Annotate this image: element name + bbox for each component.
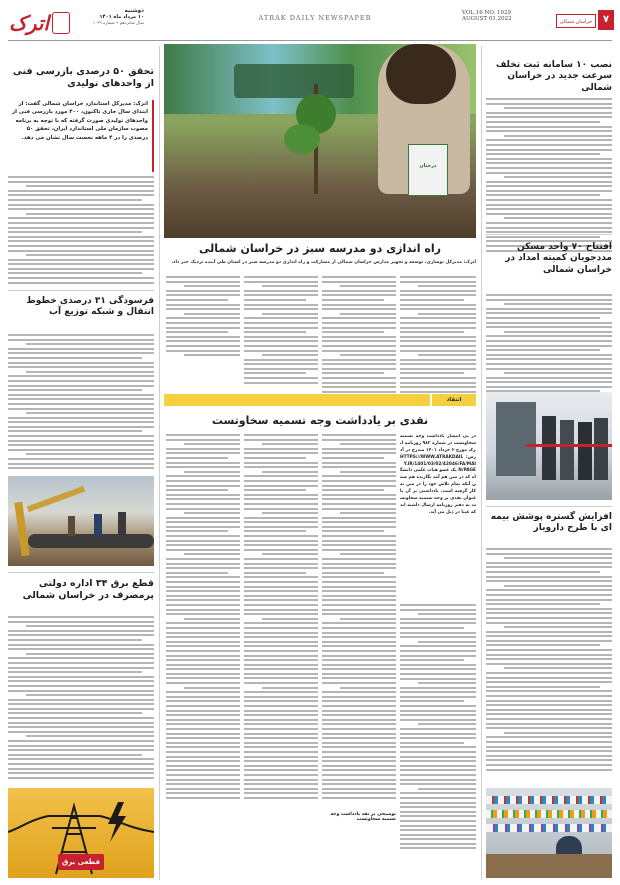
- right-column: [486, 44, 612, 880]
- critique-col-4: [166, 434, 240, 802]
- power-cut-graphic: [8, 788, 154, 878]
- critique-highlight: در پی انتشار یادداشت وجه تسمیه سخاوتست در شماره ۹۸۳ روزنامه اترک مورخ ۲ خرداد ۱۴۰۱ مندرج در آدرس: HTTPS://WWW.ATRAKDAILY.IR/1401/03/02/42046/FA/MAIN/PAGE یک عضو هیات علمی دانشگاه که در متن هم آمد نگارنده هم ضمن آنکه تمام تلاش خود را در متن به کار گرفته است. یادداشتی بر آن با عنوان نقدی بر وجه تسمیه سخاوتست به دفتر روزنامه ارسال داشته اند که عینا در ذیل می آید.: [400, 434, 476, 515]
- left-column: [8, 44, 154, 880]
- left-bottom-title: قطع برق ۳۴ اداره دولتی پرمصرف در خراسان شمالی: [22, 578, 154, 601]
- vol-number: VOL.16 NO. 1029: [462, 10, 512, 16]
- pharmacy-photo: [486, 788, 612, 878]
- weekday: دوشنبه: [124, 8, 144, 14]
- left-top-lead-box: [8, 100, 154, 172]
- center-column: [164, 44, 476, 880]
- left-top-title: تحقق ۵۰ درصدی بازرسی فنی از واحدهای تولیدی: [12, 66, 154, 89]
- critique-col-3: [244, 434, 318, 802]
- section-label: خراسان شمالی: [559, 19, 593, 25]
- pipeline-photo: [8, 476, 154, 566]
- masthead-vol: [462, 10, 552, 22]
- date-english: AUGUST 01,2022: [462, 16, 512, 22]
- left-mid-body: [8, 334, 154, 472]
- critique-footer-note: توضیحی بر نقد یادداشت وجه تسمیه سخاوتست: [330, 812, 396, 822]
- right-top-title: نصب ۱۰ سامانه ثبت تخلف سرعت جدید در خراسان شمالی: [495, 60, 612, 93]
- critique-highlight-box: [400, 434, 476, 598]
- masthead: [0, 0, 620, 44]
- left-mid-title: فرسودگی ۳۱ درصدی خطوط انتقال و شبکه توزیع آب: [26, 296, 154, 318]
- logo-text: اترک: [8, 11, 50, 35]
- center-body-col-1: [400, 276, 476, 395]
- critique-band: [164, 394, 430, 406]
- masthead-logo: [8, 8, 72, 38]
- center-body-col-2: [322, 276, 396, 395]
- issue-line: سال شانزدهم • شماره ۱۰۲۹: [92, 20, 144, 25]
- power-cut-badge: قطعی برق: [58, 854, 104, 870]
- left-top-lead: اترک: مدیرکل استاندارد خراسان شمالی گفت: از ابتدای سال جاری تاکنون، ۴۰۰ مورد بازرسی فنی از واحدهای تولیدی صورت گرفته که با توجه به برنامه مصوب سازمان ملی استاندارد ایران، تحقق ۵۰ درصدی را در ۴ ماهه نخست سال نشان می دهد.: [12, 101, 148, 141]
- main-photo: [164, 44, 476, 238]
- center-body-col-4: [166, 276, 240, 359]
- logo-seal: [52, 12, 70, 34]
- center-title: ATRAK DAILY NEWSPAPER: [258, 14, 372, 22]
- right-bottom-title: افزایش گستره پوشش بیمه ای با طرح دارویار: [490, 512, 612, 534]
- left-bottom-body: [8, 616, 154, 781]
- page-number: ۷: [598, 10, 614, 30]
- right-mid-title: افتتاح ۷۰ واحد مسکن مددجویان کمیته امداد در خراسان شمالی: [505, 242, 612, 275]
- right-bottom-body: [486, 548, 612, 773]
- critique-col-1-rest: [400, 604, 476, 852]
- critique-col-2: [322, 434, 396, 802]
- section-tag: [556, 14, 596, 28]
- center-bottom-title: نقدی بر یادداشت وجه تسمیه سخاوتست: [211, 414, 429, 427]
- critique-tag: انتقاد: [432, 394, 476, 406]
- center-body-col-3: [244, 276, 318, 386]
- left-top-body: [8, 176, 154, 286]
- date-persian: ۱۰ مرداد ماه ۱۴۰۱: [99, 14, 144, 20]
- right-mid-body: [486, 294, 612, 404]
- center-main-caption: اترک: مدیرکل نوسازی، توسعه و تجهیز مدارس خراسان شمالی از مشارکت و راه اندازی دو مدرسه سبز در استان طی آینده نزدیک خبر داد.: [171, 260, 476, 265]
- right-top-body: [486, 98, 612, 254]
- tree-sign: [408, 144, 448, 196]
- ceremony-photo: [486, 392, 612, 500]
- tree-sign-text: درختان: [419, 163, 437, 169]
- masthead-date: [76, 8, 144, 25]
- center-main-title: راه اندازی دو مدرسه سبز در خراسان شمالی: [199, 242, 441, 255]
